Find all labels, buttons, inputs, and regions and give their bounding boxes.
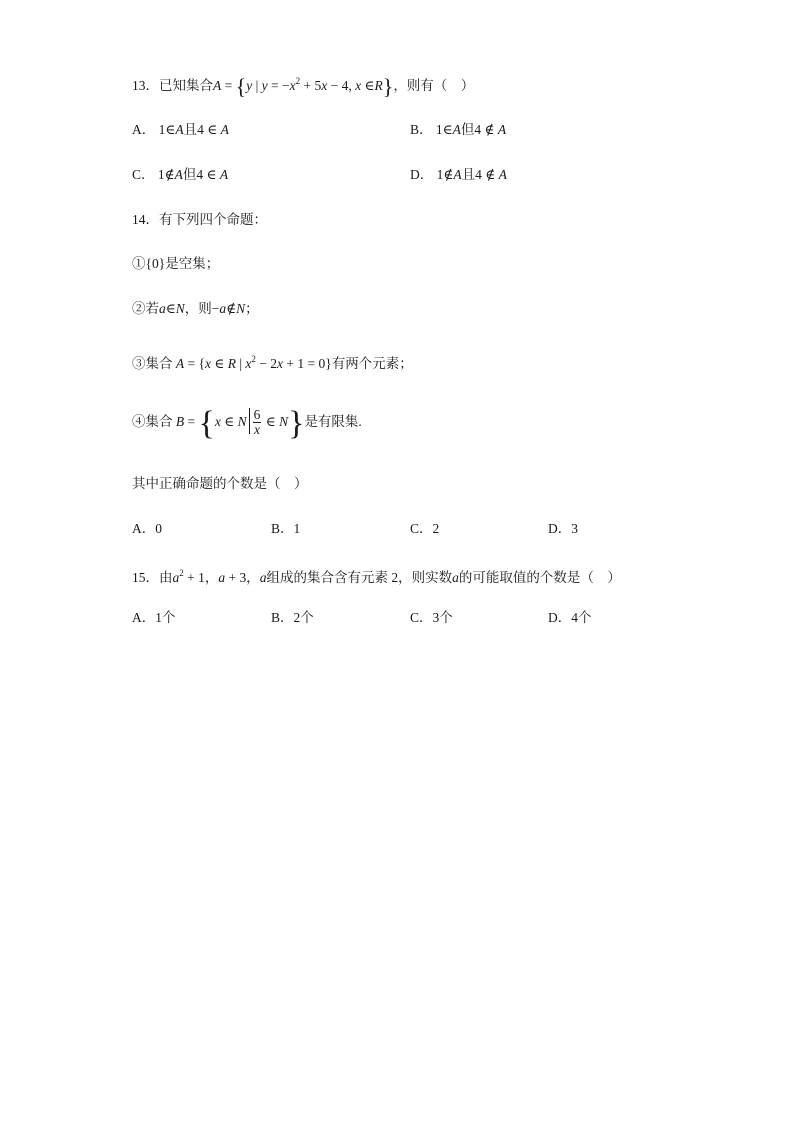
q13-option-d: D． 1∉A且4 ∉ A (410, 167, 507, 182)
fraction-6-over-x: $\frac{6}{x}$ (253, 407, 261, 438)
q14-prompt: 其中正确命题的个数是（ ） (132, 476, 308, 491)
q13-option-a: A． 1∈A且4 ∈ A (132, 122, 229, 137)
q13-set-expression: A = {y | $y = -x^2 + 5x - 4$, x ∈R} (213, 74, 394, 99)
q13-stem-text: 13．已知集合 (132, 78, 213, 93)
q13-tail: ，则有（ ） (393, 78, 475, 93)
option-label: A． (132, 122, 156, 137)
q14-statement-3: ③集合 A = {x ∈ R | $x^2 - 2x + 1 = 0$}有两个元素； (132, 354, 413, 371)
option-label: D． (410, 167, 434, 182)
q14-option-b: B．1 (271, 521, 301, 536)
q14-option-c: C．2 (410, 521, 440, 536)
option-label: B． (410, 122, 433, 137)
q14-statement-1: ①{0}是空集； (132, 256, 220, 271)
q13-option-b: B． 1∈A但4 ∉ A (410, 122, 507, 137)
q15-stem: 15．由$a^2 + 1$，a + 3，a组成的集合含有元素 2，则实数a的可能取值的个数是（ ） (132, 568, 621, 585)
q13-option-c: C． 1∉A但4 ∈ A (132, 167, 229, 182)
q15-option-c: C．3个 (410, 610, 453, 625)
q14-statement-4: ④集合 B = {x ∈ N $\frac{6}{x}$ ∈ N}是有限集. (132, 405, 362, 442)
q14-option-d: D．3 (548, 521, 578, 536)
q14-statement-2: ②若a∈N，则−a∉N； (132, 301, 259, 316)
q15-option-d: D．4个 (548, 610, 592, 625)
q14-option-a: A．0 (132, 521, 162, 536)
option-label: C． (132, 167, 155, 182)
q15-option-b: B．2个 (271, 610, 314, 625)
q15-option-a: A．1个 (132, 610, 176, 625)
q13-stem (132, 72, 475, 99)
q14-stem: 14．有下列四个命题： (132, 212, 267, 227)
